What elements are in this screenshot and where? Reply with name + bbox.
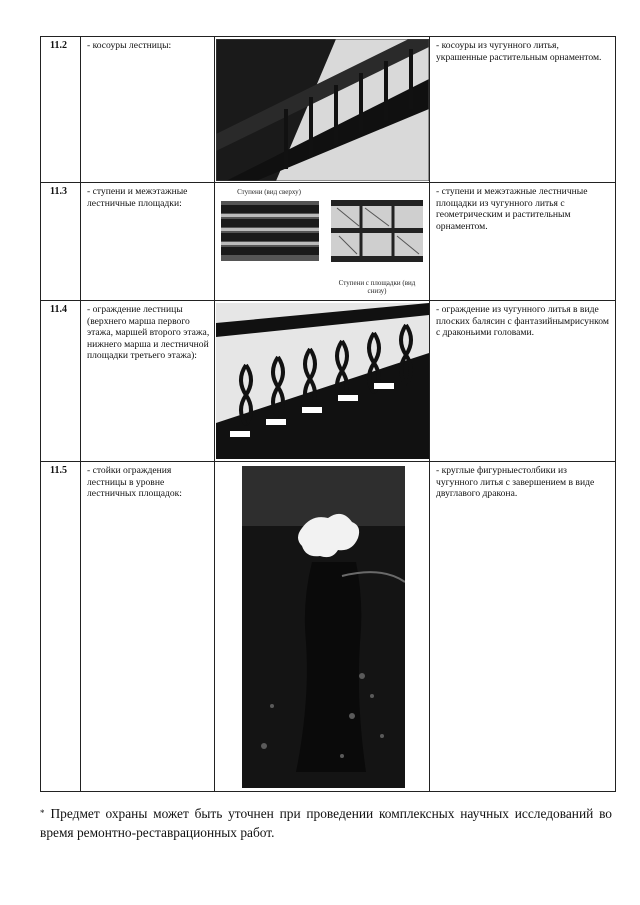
table-row xyxy=(41,37,616,183)
item-subject: - косоуры лестницы: xyxy=(81,37,215,183)
table-row xyxy=(41,462,616,792)
photo-newel-post-dragon xyxy=(242,466,405,788)
item-subject: - стойки ограждения лестницы в уровне лестничных площадок: xyxy=(81,462,215,792)
item-description: - косоуры из чугунного литья, украшенные растительным орнаментом. xyxy=(430,37,616,183)
photo-cell xyxy=(215,301,430,462)
photo-steps-top-view xyxy=(221,201,319,261)
item-number: 11.3 xyxy=(41,183,81,301)
item-subject: - ограждение лестницы (верхнего марша первого этажа, маршей второго этажа, нижнего марша и лестничной площадки третьего этажа): xyxy=(81,301,215,462)
footnote-mark: * xyxy=(40,808,45,818)
item-description: - ограждение из чугунного литья в виде плоских балясин с фантазийнымрисунком с драконьими головами. xyxy=(430,301,616,462)
footnote xyxy=(40,804,612,842)
photo-cell xyxy=(215,462,430,792)
table-row xyxy=(41,183,616,301)
photo-railing-balusters xyxy=(216,303,429,459)
item-number: 11.4 xyxy=(41,301,81,462)
footnote-text: Предмет охраны может быть уточнен при проведении комплексных научных исследований во время ремонтно-реставрационных работ. xyxy=(40,806,612,840)
photo-caption-top-view: Ступени (вид сверху) xyxy=(237,188,301,196)
photo-caption-from-landing: Ступени с площадки (вид снизу) xyxy=(338,279,416,295)
photo-stair-stringers xyxy=(216,39,429,181)
item-description: - ступени и межэтажные лестничные площадки из чугунного литья с геометрическим и растительным орнаментом. xyxy=(430,183,616,301)
photo-cell xyxy=(215,183,430,301)
item-description: - круглые фигурныестолбики из чугунного литья с завершением в виде двуглавого дракона. xyxy=(430,462,616,792)
photo-steps-from-landing xyxy=(331,200,423,262)
item-number: 11.5 xyxy=(41,462,81,792)
table-row xyxy=(41,301,616,462)
item-number: 11.2 xyxy=(41,37,81,183)
item-subject: - ступени и межэтажные лестничные площадки: xyxy=(81,183,215,301)
protection-items-table xyxy=(40,36,616,792)
photo-cell xyxy=(215,37,430,183)
